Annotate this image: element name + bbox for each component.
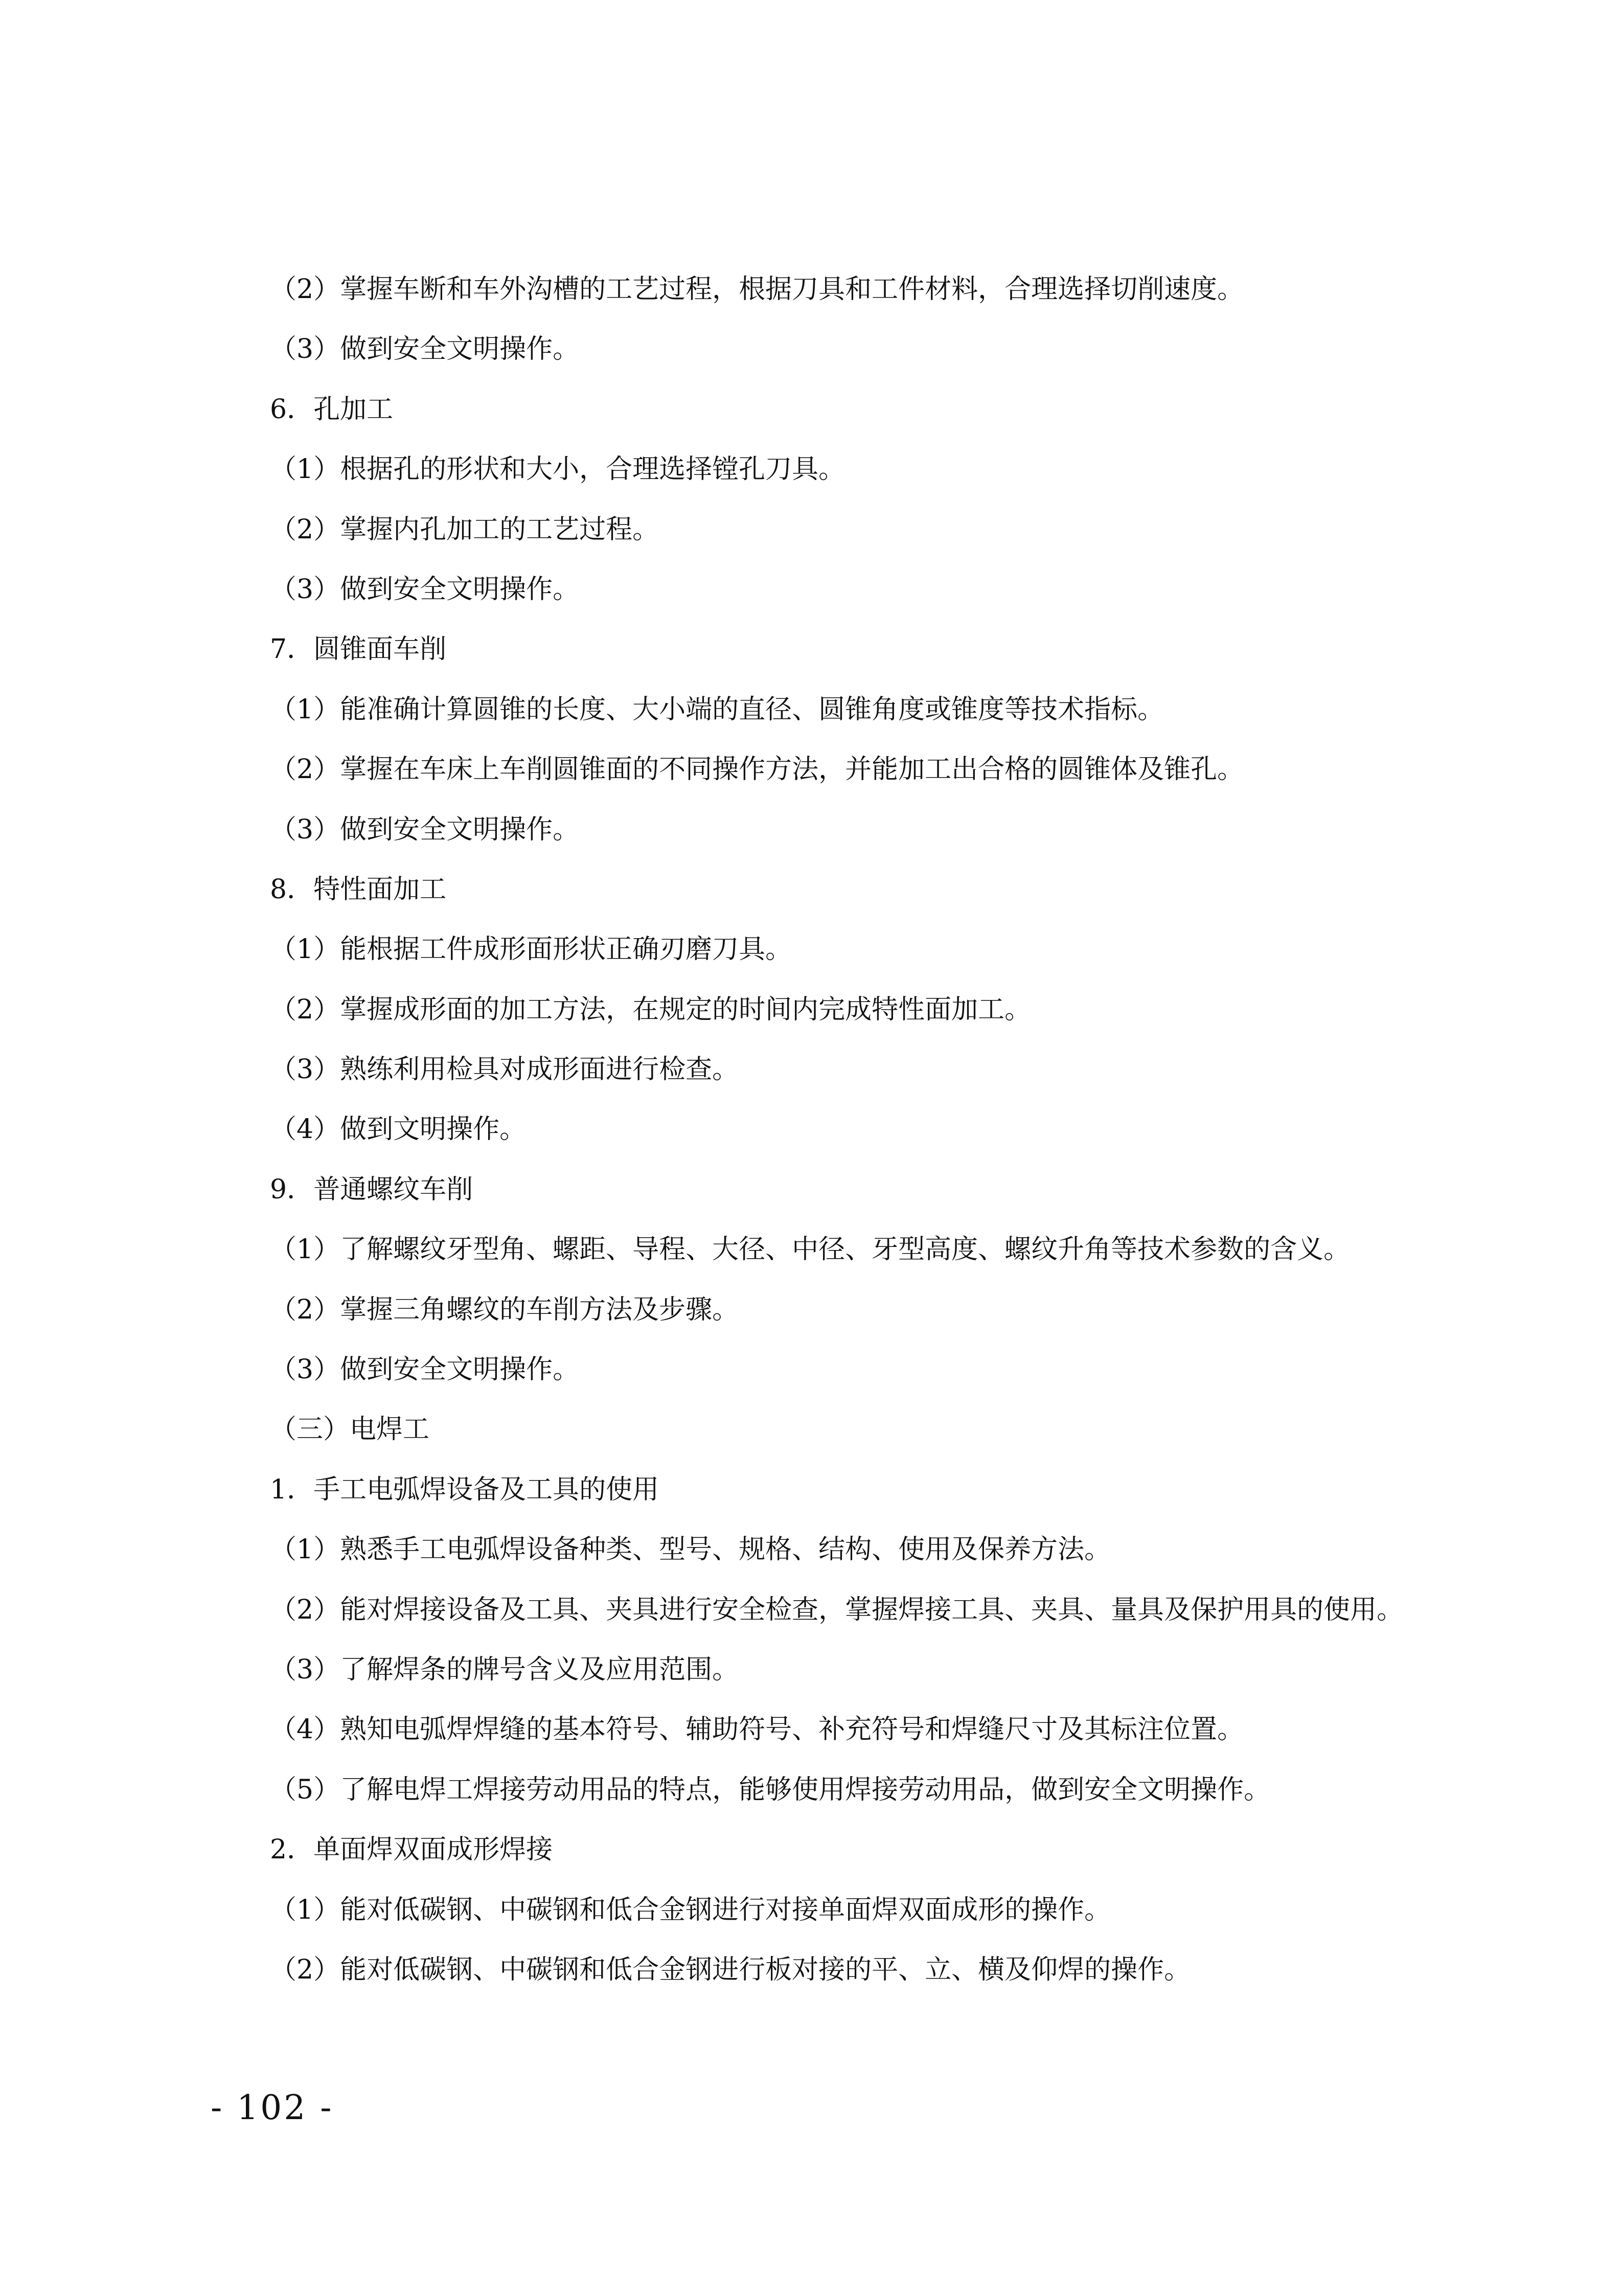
paragraph: （1）了解螺纹牙型角、螺距、导程、大径、中径、牙型高度、螺纹升角等技术参数的含义。 xyxy=(270,1234,1351,1265)
chapter-heading: （三）电焊工 xyxy=(270,1414,430,1445)
body-text xyxy=(211,260,1422,2000)
paragraph: （1）能对低碳钢、中碳钢和低合金钢进行对接单面焊双面成形的操作。 xyxy=(270,1894,1111,1925)
paragraph: （5）了解电焊工焊接劳动用品的特点，能够使用焊接劳动用品，做到安全文明操作。 xyxy=(270,1774,1271,1805)
section-heading: 7．圆锥面车削 xyxy=(270,634,447,665)
section-heading: 8．特性面加工 xyxy=(270,874,447,905)
paragraph: （2）掌握成形面的加工方法，在规定的时间内完成特性面加工。 xyxy=(270,994,1032,1025)
paragraph: （2）能对焊接设备及工具、夹具进行安全检查，掌握焊接工具、夹具、量具及保护用具的使用。 xyxy=(270,1594,1404,1625)
paragraph: （2）掌握内孔加工的工艺过程。 xyxy=(270,514,659,545)
paragraph: （3）熟练利用检具对成形面进行检查。 xyxy=(270,1054,739,1085)
section-heading: 1．手工电弧焊设备及工具的使用 xyxy=(270,1474,659,1505)
paragraph: （2）掌握三角螺纹的车削方法及步骤。 xyxy=(270,1294,739,1325)
paragraph: （1）能根据工件成形面形状正确刃磨刀具。 xyxy=(270,934,792,965)
paragraph: （2）掌握车断和车外沟槽的工艺过程，根据刀具和工件材料，合理选择切削速度。 xyxy=(270,274,1244,305)
paragraph: （3）做到安全文明操作。 xyxy=(270,1354,580,1385)
paragraph: （3）做到安全文明操作。 xyxy=(270,814,580,845)
paragraph: （1）熟悉手工电弧焊设备种类、型号、规格、结构、使用及保养方法。 xyxy=(270,1534,1111,1565)
paragraph: （2）能对低碳钢、中碳钢和低合金钢进行板对接的平、立、横及仰焊的操作。 xyxy=(270,1954,1191,1985)
paragraph: （4）做到文明操作。 xyxy=(270,1114,527,1145)
paragraph: （1）能准确计算圆锥的长度、大小端的直径、圆锥角度或锥度等技术指标。 xyxy=(270,694,1164,725)
page-number: - 102 - xyxy=(211,2088,334,2127)
paragraph: （3）做到安全文明操作。 xyxy=(270,334,580,365)
section-heading: 9．普通螺纹车削 xyxy=(270,1174,473,1205)
paragraph: （3）了解焊条的牌号含义及应用范围。 xyxy=(270,1654,739,1685)
paragraph: （3）做到安全文明操作。 xyxy=(270,574,580,605)
paragraph: （1）根据孔的形状和大小，合理选择镗孔刀具。 xyxy=(270,454,845,485)
section-heading: 6．孔加工 xyxy=(270,394,394,425)
paragraph: （2）掌握在车床上车削圆锥面的不同操作方法，并能加工出合格的圆锥体及锥孔。 xyxy=(270,754,1244,785)
section-heading: 2．单面焊双面成形焊接 xyxy=(270,1834,553,1866)
paragraph: （4）熟知电弧焊焊缝的基本符号、辅助符号、补充符号和焊缝尺寸及其标注位置。 xyxy=(270,1714,1244,1745)
